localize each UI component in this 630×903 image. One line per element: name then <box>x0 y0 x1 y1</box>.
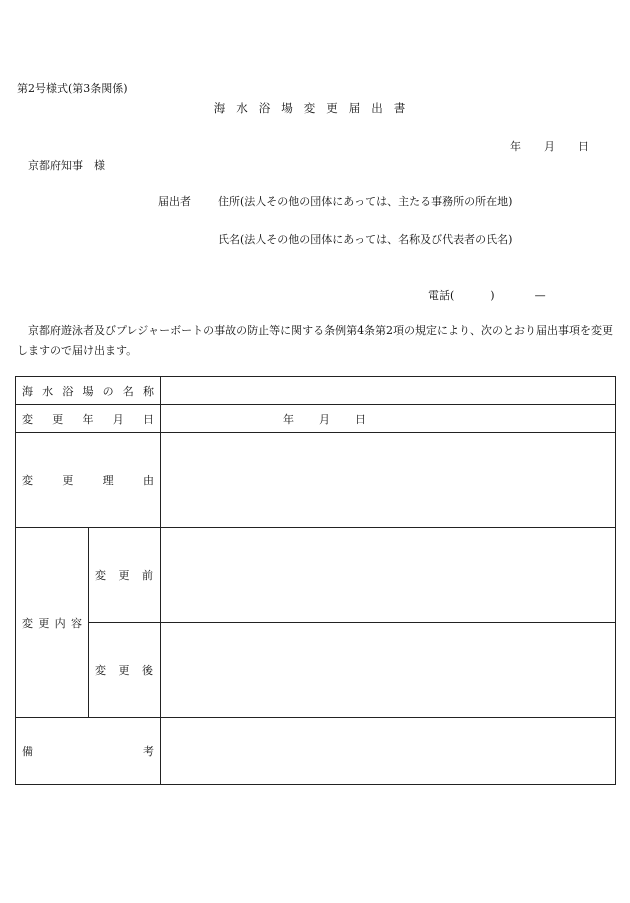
label-char: 由 <box>142 474 154 487</box>
after-input-cell[interactable] <box>161 623 616 718</box>
change-date-day: 日 <box>355 412 366 426</box>
reason-label-cell <box>16 433 161 528</box>
date-month-label: 月 <box>544 140 555 153</box>
beach-name-label <box>22 383 154 399</box>
date-year-label: 年 <box>510 140 521 153</box>
table-row-beach-name <box>16 377 616 405</box>
title-char: 出 <box>371 101 394 115</box>
title-char: 書 <box>393 101 417 115</box>
label-char: 変 <box>22 616 33 630</box>
label-char: 前 <box>142 569 153 582</box>
title-char: 水 <box>236 101 259 115</box>
label-char: 年 <box>82 412 94 426</box>
address-label: 住所(法人その他の団体にあっては、主たる事務所の所在地) <box>218 195 513 208</box>
table-row-before <box>16 528 616 623</box>
label-char: 更 <box>118 664 130 677</box>
label-char: 更 <box>38 616 50 630</box>
label-char: 変 <box>22 474 33 487</box>
label-char: 備 <box>22 745 33 758</box>
content-label <box>22 615 82 631</box>
name-label: 氏名(法人その他の団体にあっては、名称及び代表者の氏名) <box>218 233 513 246</box>
label-char: 月 <box>112 412 124 426</box>
label-char: 更 <box>62 474 74 487</box>
phone-line <box>428 287 546 303</box>
change-date-value <box>161 411 615 427</box>
label-char: 称 <box>142 384 154 398</box>
form-number-label: 第2号様式(第3条関係) <box>17 82 128 95</box>
title-char: 浴 <box>258 101 282 115</box>
remarks-label-cell <box>16 718 161 785</box>
remarks-input-cell[interactable] <box>161 718 616 785</box>
label-char: 日 <box>143 412 154 426</box>
date-day-label: 日 <box>578 140 589 153</box>
label-char: 後 <box>142 664 153 677</box>
beach-name-input-cell[interactable] <box>161 377 616 405</box>
title-char: 届 <box>348 101 372 115</box>
before-input-cell[interactable] <box>161 528 616 623</box>
label-char: 更 <box>52 412 64 426</box>
addressee: 京都府知事 様 <box>28 159 105 172</box>
table-row-change-date <box>16 405 616 433</box>
submission-date <box>510 138 589 154</box>
change-form-table <box>15 376 616 785</box>
table-row-remarks <box>16 718 616 785</box>
change-date-label <box>22 411 154 427</box>
before-label-cell <box>89 528 161 623</box>
label-char: 名 <box>122 384 134 398</box>
phone-dash: — <box>534 289 546 302</box>
after-label-cell <box>89 623 161 718</box>
change-date-year: 年 <box>283 412 294 426</box>
label-char: 変 <box>22 412 33 426</box>
title-char: 更 <box>326 101 349 115</box>
label-char: 変 <box>95 664 106 677</box>
phone-label: 電話( <box>428 289 455 302</box>
notifier-label: 届出者 <box>158 195 191 208</box>
reason-input-cell[interactable] <box>161 433 616 528</box>
before-label <box>95 567 153 583</box>
change-date-label-cell <box>16 405 161 433</box>
table-row-after <box>16 623 616 718</box>
change-date-month: 月 <box>319 412 330 426</box>
phone-close-paren: ) <box>490 289 495 302</box>
reason-label <box>22 472 154 488</box>
label-char: の <box>102 384 114 398</box>
statement-text: 京都府遊泳者及びプレジャーボートの事故の防止等に関する条例第4条第2項の規定により、次のとおり届出事項を変更しますので届け出ます。 <box>17 324 614 357</box>
after-label <box>95 662 153 678</box>
remarks-label <box>22 743 154 759</box>
change-date-input-cell[interactable] <box>161 405 616 433</box>
label-char: 更 <box>118 569 130 582</box>
label-char: 場 <box>82 384 94 398</box>
label-char: 内 <box>54 616 66 630</box>
table-row-reason <box>16 433 616 528</box>
label-char: 海 <box>22 384 33 398</box>
content-label-cell <box>16 528 89 718</box>
title-char: 変 <box>303 101 327 115</box>
label-char: 考 <box>143 745 154 758</box>
label-char: 理 <box>102 474 114 487</box>
title-char: 海 <box>213 101 237 115</box>
document-title <box>0 100 630 116</box>
label-char: 容 <box>70 616 82 630</box>
label-char: 浴 <box>62 384 74 398</box>
label-char: 変 <box>95 569 106 582</box>
beach-name-label-cell <box>16 377 161 405</box>
title-char: 場 <box>281 101 304 115</box>
label-char: 水 <box>42 384 54 398</box>
